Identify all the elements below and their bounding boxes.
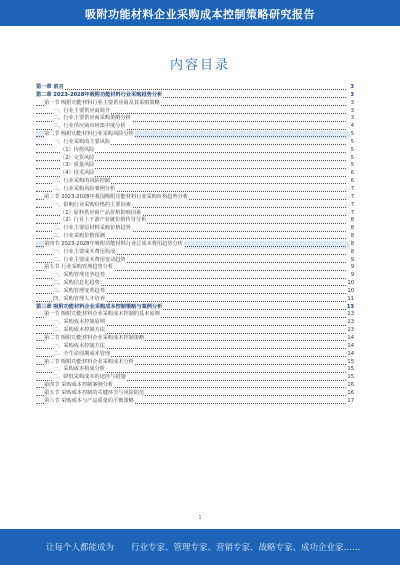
toc-entry-title: （1）价格风险 (60, 146, 95, 153)
toc-entry[interactable] (36, 123, 354, 131)
toc-entry-title: 一、行业采购的主要风险 (53, 138, 111, 145)
toc-entry-page: 5 (350, 138, 354, 145)
table-of-contents (36, 84, 354, 406)
toc-entry-page: 16 (347, 382, 354, 389)
toc-leader-dots (36, 89, 346, 90)
toc-entry-title: 第三章 吸附功能材料企业采购成本控制策略与案例分析 (36, 303, 163, 310)
toc-entry[interactable] (36, 178, 354, 186)
toc-entry[interactable] (36, 100, 354, 108)
toc-entry[interactable] (36, 194, 354, 202)
toc-entry[interactable] (36, 272, 354, 280)
toc-entry-page: 13 (346, 303, 354, 310)
toc-entry-title: 三、行业供应商市场集中度分析 (53, 123, 126, 130)
toc-entry[interactable] (36, 202, 354, 210)
footer-slogan: 让每个人都能成为 行业专家、管理专家、营销专家、战略专家、成功企业家…… (46, 543, 361, 553)
toc-entry-title: （4）技术风险 (60, 170, 95, 177)
toc-entry-page: 5 (350, 154, 354, 161)
toc-entry-title: 第五节 采购成本控制的关键环节与风险防范 (44, 389, 145, 396)
toc-entry-page: 11 (347, 295, 354, 302)
toc-entry-title: 三、采购管理变革趋势 (53, 287, 105, 294)
toc-entry[interactable] (36, 390, 354, 398)
toc-entry-page: 7 (350, 209, 354, 216)
toc-entry-title: 四、采购管理人才培养 (53, 295, 105, 302)
toc-entry[interactable] (36, 249, 354, 257)
toc-entry[interactable] (36, 170, 354, 178)
toc-entry-title: 第二节 吸附功能材料行业采购风险分析 (44, 131, 134, 138)
toc-entry-title: 一、影响行业采购价格的主要因素 (53, 201, 131, 208)
toc-entry-page: 3 (350, 115, 354, 122)
toc-entry-page: 8 (350, 217, 354, 224)
toc-entry-title: 一、采购成本控制原则 (53, 319, 105, 326)
toc-entry-title: （1）原料供应商产品价格影响因素 (60, 209, 142, 216)
toc-entry-page: 5 (350, 131, 354, 138)
toc-entry-title: 三、行业采购风险案例分析 (53, 185, 116, 192)
toc-entry-title: 第四节 2023-2028年吸附功能材料行业总成本费用趋势分析 (44, 240, 183, 247)
toc-entry[interactable] (36, 84, 354, 92)
toc-entry[interactable] (36, 147, 354, 155)
toc-entry-page: 8 (350, 225, 354, 232)
toc-entry-page: 10 (347, 280, 354, 287)
toc-entry-page: 6 (350, 178, 354, 185)
toc-entry-page: 7 (350, 193, 354, 200)
toc-entry-page: 14 (347, 342, 354, 349)
toc-entry-page: 10 (347, 287, 354, 294)
toc-entry[interactable] (36, 280, 354, 288)
toc-entry[interactable] (36, 374, 354, 382)
toc-entry-title: 第三节 吸附功能材料企业采购成本分析 (44, 358, 134, 365)
toc-entry-page: 14 (347, 350, 354, 357)
toc-entry-title: 一、行业主要成本费用构成 (53, 248, 116, 255)
toc-entry[interactable] (36, 186, 354, 194)
toc-heading: 内容目录 (169, 58, 230, 73)
toc-entry-page: 15 (347, 366, 354, 373)
toc-entry[interactable] (36, 382, 354, 390)
toc-entry-title: 二、采购成本控制方法 (53, 327, 105, 334)
toc-entry[interactable] (36, 241, 354, 249)
toc-entry-page: 9 (350, 256, 354, 263)
toc-entry-page: 8 (350, 240, 354, 247)
toc-entry-title: （2）交货风险 (60, 154, 95, 161)
toc-entry[interactable] (36, 351, 354, 359)
toc-entry-title: 二、行业主要原材料采购价格趋势 (53, 225, 131, 232)
report-title: 吸附功能材料企业采购成本控制策略研究报告 (85, 8, 315, 21)
toc-entry[interactable] (36, 327, 354, 335)
toc-entry-page: 13 (347, 327, 354, 334)
toc-entry[interactable] (36, 335, 354, 343)
toc-entry-page: 7 (350, 185, 354, 192)
toc-entry[interactable] (36, 296, 354, 304)
toc-entry-title: 二、行业主要供应商采购策略分析 (53, 115, 131, 122)
toc-entry[interactable] (36, 217, 354, 225)
toc-entry-page: 9 (350, 272, 354, 279)
toc-entry[interactable] (36, 288, 354, 296)
toc-entry-page: 3 (350, 84, 354, 90)
toc-entry-page: 15 (347, 358, 354, 365)
toc-entry-page: 4 (350, 123, 354, 130)
toc-entry-title: 第一节 吸附功能材料企业采购成本控制的基本原则 (44, 311, 160, 318)
toc-entry-title: 二、采购信息化趋势 (53, 280, 100, 287)
toc-entry[interactable] (36, 319, 354, 327)
toc-entry[interactable] (36, 225, 354, 233)
header-bar (0, 0, 400, 26)
toc-entry[interactable] (36, 131, 354, 139)
toc-entry-page: 6 (350, 170, 354, 177)
toc-entry[interactable] (36, 92, 354, 100)
toc-entry-page: 17 (347, 397, 354, 404)
toc-entry-title: 二、行业主要成本费用变动趋势 (53, 256, 126, 263)
toc-entry-title: 三、行业采购价格预测 (53, 233, 105, 240)
toc-entry-page: 14 (347, 335, 354, 341)
toc-entry[interactable] (36, 398, 354, 406)
toc-entry[interactable] (36, 139, 354, 147)
toc-entry-page: 8 (350, 248, 354, 255)
toc-entry-title: 第六节 采购成本与产品质量的平衡策略 (44, 397, 134, 404)
toc-entry-title: 一、采购成本构成分析 (53, 366, 105, 373)
toc-entry[interactable] (36, 233, 354, 241)
toc-entry-title: 第一章 前言 (36, 84, 64, 90)
toc-entry-page: 13 (347, 311, 354, 318)
toc-entry-page: 5 (350, 162, 354, 169)
toc-entry-page: 16 (347, 389, 354, 396)
page-number: 1 (198, 515, 202, 521)
toc-entry-title: （3）质量风险 (60, 162, 95, 169)
toc-entry-title: 一、行业主要供应商简介 (53, 107, 111, 114)
toc-entry-page: 3 (350, 91, 354, 98)
toc-entry-title: 第二章 2023-2028年吸附功能材料行业采购趋势分析 (36, 91, 163, 98)
toc-entry-title: 二、行业采购的风险控制 (53, 178, 111, 185)
toc-entry-title: 第二节 吸附功能材料企业采购成本控制策略 (44, 335, 145, 341)
toc-entry-page: 8 (350, 233, 354, 240)
footer-bar (0, 529, 400, 565)
toc-entry-title: （2）行业上下游产业链价格传导分析 (60, 217, 147, 224)
toc-entry-title: 第四节 采购成本控制案例分析 (44, 382, 114, 389)
toc-entry-page: 5 (350, 146, 354, 153)
toc-entry-title: 第五节 行业采购管理趋势分析 (44, 264, 114, 271)
toc-entry-title: 二、全生命周期成本管理 (53, 350, 111, 357)
toc-entry-page: 13 (347, 319, 354, 326)
toc-entry-page: 9 (350, 264, 354, 271)
toc-entry[interactable] (36, 343, 354, 351)
toc-entry-title: 一、采购成本控制方法 (53, 342, 105, 349)
toc-entry-title: 第一节 吸附功能材料行业主要供应商及其采购策略 (44, 99, 160, 106)
toc-entry-title: 二、降低采购成本的途径与措施 (53, 374, 126, 381)
toc-entry-page: 3 (350, 107, 354, 114)
toc-entry-title: 第三节 2023-2028年我国吸附功能材料行业采购价格趋势分析 (44, 193, 189, 200)
toc-entry-page: 3 (350, 99, 354, 106)
toc-entry-title: 一、采购管理竞争趋势 (53, 272, 105, 279)
toc-entry-page: 7 (350, 201, 354, 208)
toc-entry-page: 15 (347, 374, 354, 381)
